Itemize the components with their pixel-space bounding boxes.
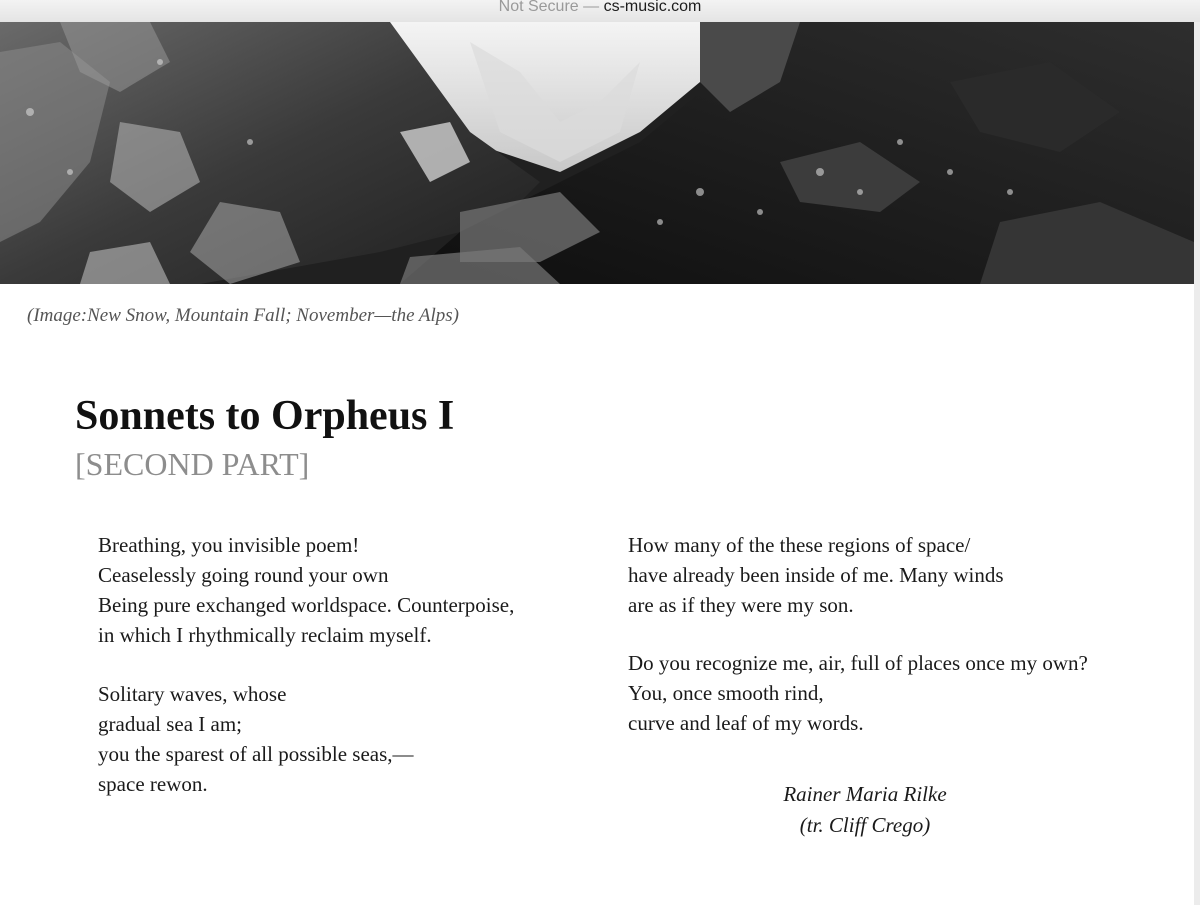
mountain-photo [0, 22, 1194, 284]
poem-line: in which I rhythmically reclaim myself. [98, 623, 432, 647]
poem-line: You, once smooth rind, [628, 681, 824, 705]
poem-line: How many of the these regions of space/ [628, 533, 971, 557]
site-host: cs-music.com [603, 0, 702, 15]
poem-line: are as if they were my son. [628, 593, 854, 617]
poem-line: Do you recognize me, air, full of places once my own? [628, 651, 1088, 675]
poem-line: you the sparest of all possible seas,— [98, 742, 414, 766]
poem-line: Breathing, you invisible poem! [98, 533, 360, 557]
browser-address-bar[interactable] [0, 0, 1200, 22]
poem-line: curve and leaf of my words. [628, 711, 864, 735]
poem-line: have already been inside of me. Many winds [628, 563, 1004, 587]
poem-line: gradual sea I am; [98, 712, 243, 736]
poem-line: Ceaselessly going round your own [98, 563, 389, 587]
page-subtitle: [SECOND PART] [75, 446, 310, 482]
left-stanza-2 [98, 679, 414, 799]
right-stanza-2 [628, 648, 1088, 738]
poem-line: Being pure exchanged worldspace. Counterpoise, [98, 593, 515, 617]
poem-translator: (tr. Cliff Crego) [799, 813, 931, 837]
poem-line: space rewon. [98, 772, 208, 796]
image-caption: (Image:New Snow, Mountain Fall; November—the Alps) [27, 305, 460, 326]
page-title: Sonnets to Orpheus I [75, 393, 455, 439]
right-stanza-1 [628, 530, 1004, 620]
security-label: Not Secure — [498, 0, 604, 15]
poem-author: Rainer Maria Rilke [783, 782, 947, 806]
page-scrollbar-edge [1194, 22, 1200, 905]
left-stanza-1 [98, 530, 514, 650]
poem-line: Solitary waves, whose [98, 682, 287, 706]
